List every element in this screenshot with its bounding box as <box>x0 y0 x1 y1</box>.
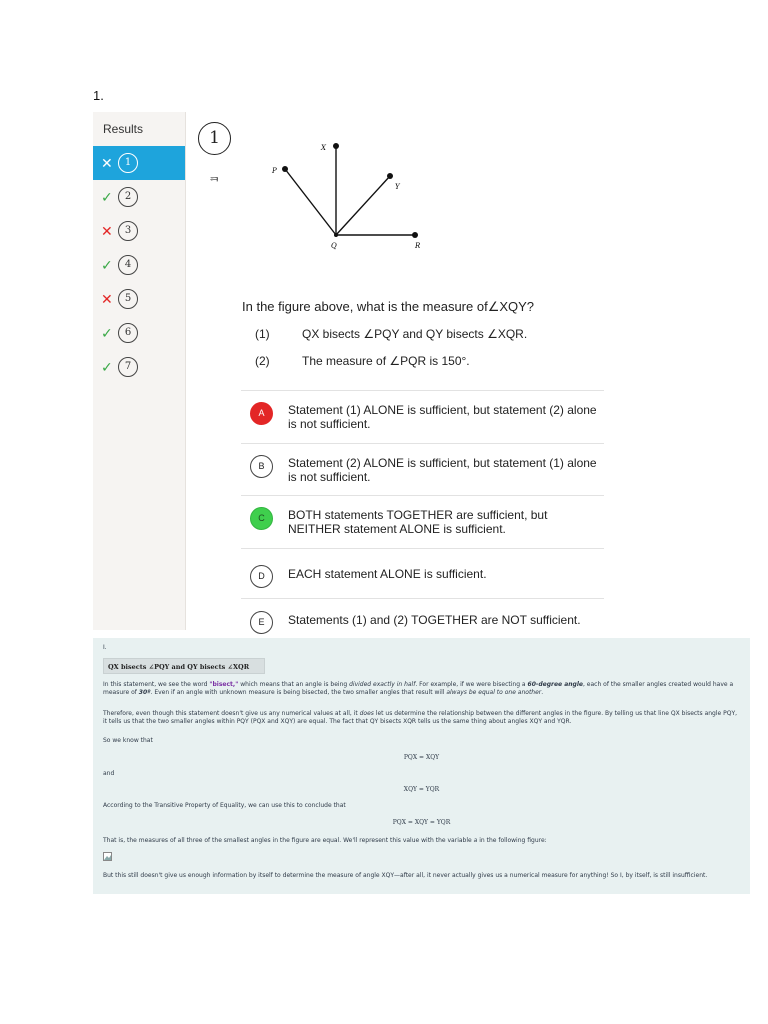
sidebar-item-number: 6 <box>118 323 138 343</box>
equation-2: XQY = YQR <box>403 786 440 793</box>
results-sidebar <box>93 112 186 630</box>
point-y <box>387 173 393 179</box>
flag-icon[interactable]: ᆿ <box>208 168 221 183</box>
statement-number: (1) <box>255 327 270 341</box>
label-p: P <box>272 167 277 175</box>
sidebar-item-number: 7 <box>118 357 138 377</box>
explanation-header: QX bisects ∠PQY and QY bisects ∠XQR <box>103 658 265 674</box>
explanation-paragraph-4: and <box>103 770 115 777</box>
sidebar-title: Results <box>103 122 144 136</box>
statement-1 <box>255 327 615 343</box>
sidebar-item-5[interactable] <box>93 282 185 316</box>
choice-letter-badge: A <box>250 402 273 425</box>
check-icon: ✓ <box>101 359 113 375</box>
statement-text: QX bisects ∠PQY and QY bisects ∠XQR. <box>302 327 528 341</box>
sidebar-item-3[interactable] <box>93 214 185 248</box>
angle-figure <box>263 134 463 250</box>
quiz-screenshot <box>93 112 675 632</box>
check-icon: ✓ <box>101 189 113 205</box>
sidebar-item-number: 3 <box>118 221 138 241</box>
explanation-paragraph-2: Therefore, even though this statement doesn't give us any numerical values at all, it does let us determine the relationship between the different angles in the figure. By telling us that line QX bisects angle PQY, it tells us that the two smaller angles within PQY (PQX and XQY) are equal. The fact that QY bisects XQR tells us the same thing about angles XQY and YQR. <box>103 710 738 725</box>
explanation-roman-numeral: I. <box>103 644 107 651</box>
ray-qy <box>336 176 390 235</box>
sidebar-item-2[interactable] <box>93 180 185 214</box>
broken-image-icon <box>103 852 113 862</box>
explanation-box <box>93 638 750 894</box>
ray-qp <box>285 169 336 235</box>
check-icon: ✓ <box>101 325 113 341</box>
sidebar-item-number: 4 <box>118 255 138 275</box>
sidebar-item-number: 5 <box>118 289 138 309</box>
choice-letter-badge: B <box>250 455 273 478</box>
label-x: X <box>321 144 326 152</box>
point-r <box>412 232 418 238</box>
choice-text: Statement (1) ALONE is sufficient, but statement (2) alone is not sufficient. <box>288 403 597 431</box>
point-p <box>282 166 288 172</box>
sidebar-item-6[interactable] <box>93 316 185 350</box>
statement-text: The measure of ∠PQR is 150°. <box>302 354 470 368</box>
label-r: R <box>415 242 421 250</box>
cross-icon: ✕ <box>101 155 113 171</box>
document-item-number: 1. <box>93 88 104 103</box>
choice-letter-badge: E <box>250 611 273 634</box>
answer-choice-b[interactable] <box>241 443 604 496</box>
choice-text: Statement (2) ALONE is sufficient, but statement (1) alone is not sufficient. <box>288 456 597 484</box>
choice-text: BOTH statements TOGETHER are sufficient, but NEITHER statement ALONE is sufficient. <box>288 508 548 536</box>
sidebar-item-4[interactable] <box>93 248 185 282</box>
label-q: Q <box>331 242 337 250</box>
sidebar-item-1[interactable] <box>93 146 185 180</box>
answer-choice-d[interactable] <box>241 548 604 599</box>
choice-text: Statements (1) and (2) TOGETHER are NOT sufficient. <box>288 613 581 627</box>
answer-choice-e[interactable] <box>241 598 604 633</box>
question-number-badge: 1 <box>198 122 231 155</box>
choice-letter-badge: D <box>250 565 273 588</box>
cross-icon: ✕ <box>101 291 113 307</box>
cross-icon: ✕ <box>101 223 113 239</box>
label-y: Y <box>395 183 400 191</box>
point-q <box>334 233 338 237</box>
choice-letter-badge: C <box>250 507 273 530</box>
choice-text: EACH statement ALONE is sufficient. <box>288 567 487 581</box>
check-icon: ✓ <box>101 257 113 273</box>
sidebar-item-number: 2 <box>118 187 138 207</box>
answer-choice-c[interactable] <box>241 495 604 549</box>
explanation-paragraph-6: That is, the measures of all three of the smallest angles in the figure are equal. We'll represent this value with the variable a in the following figure: <box>103 837 547 844</box>
answer-choice-a[interactable] <box>241 390 604 444</box>
sidebar-item-7[interactable] <box>93 350 185 384</box>
explanation-paragraph-7: But this still doesn't give us enough information by itself to determine the measure of angle XQY—after all, it never actually gives us a numerical measure for anything! So I, by itself, is still insufficient. <box>103 872 708 879</box>
equation-1: PQX = XQY <box>403 754 440 761</box>
equation-3: PQX = XQY = YQR <box>392 819 451 826</box>
question-text: In the figure above, what is the measure of∠XQY? <box>242 299 535 314</box>
statement-2 <box>255 354 615 370</box>
statement-number: (2) <box>255 354 270 368</box>
sidebar-item-number: 1 <box>118 153 138 173</box>
explanation-paragraph-3: So we know that <box>103 737 153 744</box>
point-x <box>333 143 339 149</box>
explanation-paragraph-5: According to the Transitive Property of Equality, we can use this to conclude that <box>103 802 346 809</box>
explanation-paragraph-1: In this statement, we see the word "bisect," which means that an angle is being divided exactly in half. For example, if we were bisecting a 60-degree angle, each of the smaller angles created would have a measure of 30º. Even if an angle with unknown measure is being bisected, the two smaller angles that result will always be equal to one another. <box>103 681 734 696</box>
